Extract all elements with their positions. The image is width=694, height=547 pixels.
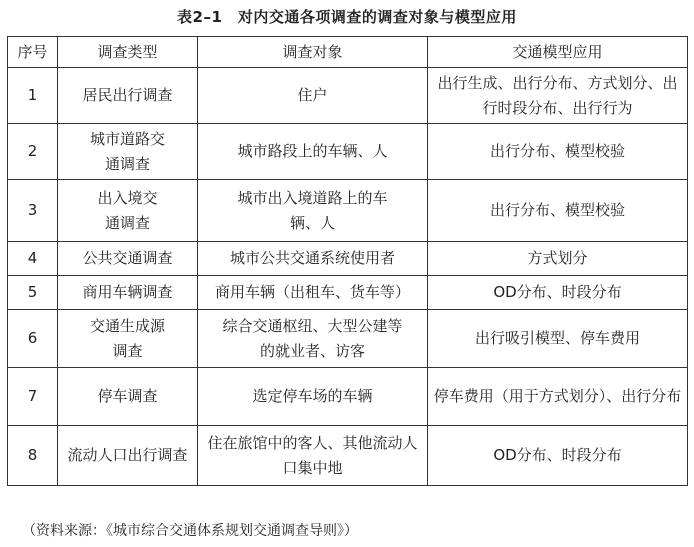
- cell-index: 6: [8, 310, 58, 368]
- table-header-row: [8, 37, 688, 68]
- header-survey-object: 调查对象: [198, 37, 428, 68]
- table-row: [8, 124, 688, 180]
- cell-survey-type: 居民出行调查: [58, 68, 198, 124]
- cell-survey-type: 城市道路交通调查: [58, 124, 198, 180]
- cell-index: 8: [8, 426, 58, 486]
- table-caption: 表2–1 对内交通各项调查的调查对象与模型应用: [177, 8, 517, 26]
- cell-survey-object: 商用车辆（出租车、货车等）: [198, 276, 428, 310]
- table-row: [8, 242, 688, 276]
- cell-survey-object: 城市路段上的车辆、人: [198, 124, 428, 180]
- cell-model-application: 出行生成、出行分布、方式划分、出行时段分布、出行行为: [428, 68, 688, 124]
- header-survey-type: 调查类型: [58, 37, 198, 68]
- table-row: [8, 426, 688, 486]
- table-row: [8, 68, 688, 124]
- cell-index: 5: [8, 276, 58, 310]
- cell-index: 2: [8, 124, 58, 180]
- cell-survey-type: 商用车辆调查: [58, 276, 198, 310]
- survey-table: [7, 36, 688, 486]
- source-note: （资料来源：《城市综合交通体系规划交通调查导则》）: [22, 523, 358, 539]
- cell-model-application: OD分布、时段分布: [428, 276, 688, 310]
- cell-model-application: 出行分布、模型校验: [428, 180, 688, 242]
- cell-model-application: 出行吸引模型、停车费用: [428, 310, 688, 368]
- cell-model-application: 停车费用（用于方式划分）、出行分布: [428, 368, 688, 426]
- cell-survey-object: 选定停车场的车辆: [198, 368, 428, 426]
- table-row: [8, 310, 688, 368]
- cell-survey-type: 出入境交通调查: [58, 180, 198, 242]
- cell-survey-type: 停车调查: [58, 368, 198, 426]
- cell-survey-object: 城市出入境道路上的车辆、人: [198, 180, 428, 242]
- cell-index: 3: [8, 180, 58, 242]
- cell-survey-object: 住户: [198, 68, 428, 124]
- cell-index: 7: [8, 368, 58, 426]
- cell-survey-object: 城市公共交通系统使用者: [198, 242, 428, 276]
- cell-index: 1: [8, 68, 58, 124]
- cell-survey-object: 住在旅馆中的客人、其他流动人口集中地: [198, 426, 428, 486]
- cell-survey-object: 综合交通枢纽、大型公建等的就业者、访客: [198, 310, 428, 368]
- table-row: [8, 368, 688, 426]
- cell-index: 4: [8, 242, 58, 276]
- cell-survey-type: 公共交通调查: [58, 242, 198, 276]
- header-model-application: 交通模型应用: [428, 37, 688, 68]
- cell-model-application: 出行分布、模型校验: [428, 124, 688, 180]
- cell-model-application: OD分布、时段分布: [428, 426, 688, 486]
- cell-survey-type: 流动人口出行调查: [58, 426, 198, 486]
- table-row: [8, 180, 688, 242]
- table-row: [8, 276, 688, 310]
- header-index: 序号: [8, 37, 58, 68]
- cell-survey-type: 交通生成源调查: [58, 310, 198, 368]
- cell-model-application: 方式划分: [428, 242, 688, 276]
